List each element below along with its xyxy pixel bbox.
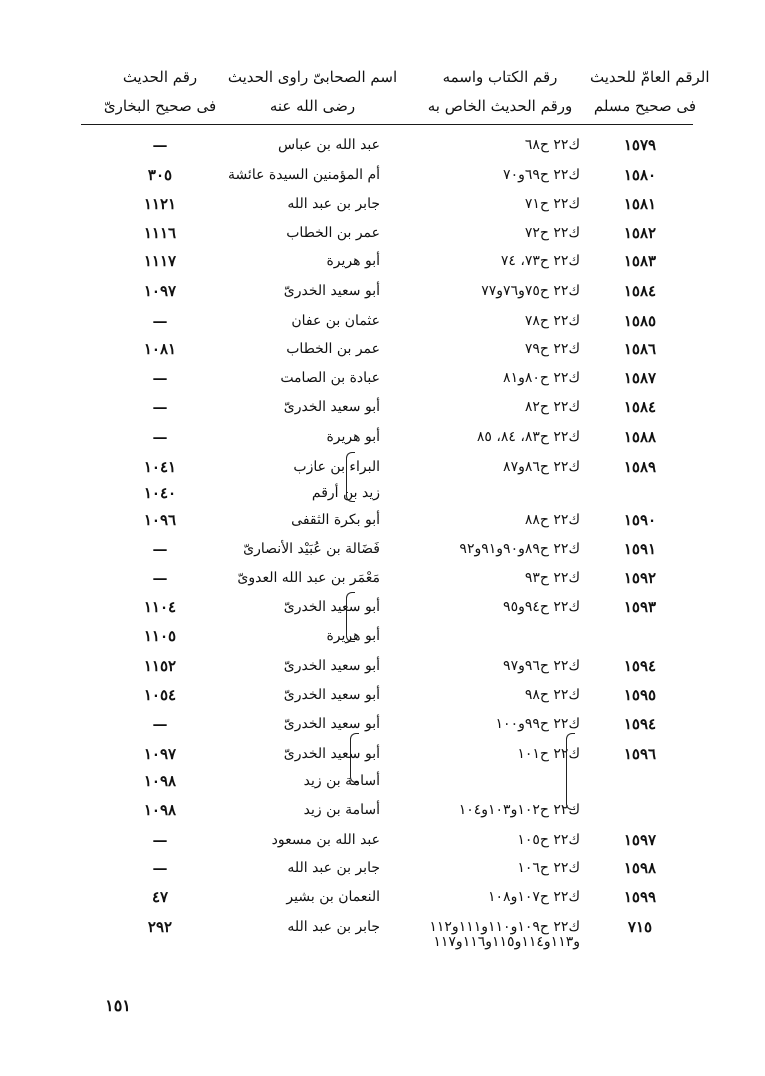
table-row: [0, 478, 765, 508]
table-row: [0, 392, 765, 422]
narrator-cell: أبو سعيد الخدرىّ: [283, 283, 380, 299]
general-number-cell: ١٥٩٢: [623, 569, 657, 587]
header-general-number-line1: الرقم العامّ للحديث: [590, 68, 710, 86]
table-row: [0, 766, 765, 796]
bukhari-number-cell: ١٠٩٨: [143, 772, 177, 790]
narrator-cell: أسامة بن زيد: [303, 773, 380, 789]
general-number-cell: ١٥٨٨: [623, 428, 657, 446]
narrator-cell: عبد الله بن عباس: [277, 137, 380, 153]
narrator-cell: أبو سعيد الخدرىّ: [283, 658, 380, 674]
table-row: [0, 795, 765, 825]
book-ref-cell: ك٢٢ ح١٠٥: [517, 832, 580, 848]
book-ref-cell: ك٢٢ ح٩٤و٩٥: [503, 599, 580, 615]
general-number-cell: ١٥٨٣: [623, 252, 657, 270]
narrator-cell: عمر بن الخطاب: [286, 341, 380, 357]
bukhari-number-cell: ١١٢١: [143, 195, 177, 213]
bukhari-number-cell: ١٠٨١: [143, 340, 177, 358]
book-ref-cell: ك٢٢ ح١٠٧و١٠٨: [488, 889, 580, 905]
bukhari-number-cell: ١١٠٤: [143, 598, 177, 616]
book-ref-cell: ك٢٢ ح٩٨: [524, 687, 580, 703]
header-bukhari: [95, 63, 225, 121]
header-narrator-line1: اسم الصحابىّ راوى الحديث: [227, 68, 398, 86]
book-ref-cell: ك٢٢ ح٧٣، ٧٤: [500, 253, 580, 269]
narrator-cell: أبو سعيد الخدرىّ: [283, 687, 380, 703]
table-row: [0, 334, 765, 364]
narrator-cell: أبو هريرة: [326, 628, 380, 644]
general-number-cell: ١٥٩٧: [623, 831, 657, 849]
bukhari-number-cell: —: [152, 398, 168, 416]
general-number-cell: ١٥٨٥: [623, 312, 657, 330]
general-number-cell: [600, 795, 680, 825]
general-number-cell: ١٥٧٩: [623, 136, 657, 154]
bukhari-number-cell: —: [152, 540, 168, 558]
narrator-cell: جابر بن عبد الله: [287, 196, 380, 212]
bukhari-number-cell: ٢٩٢: [147, 918, 173, 936]
bukhari-number-cell: —: [152, 369, 168, 387]
header-general-number-line2: فى صحيح مسلم: [593, 97, 697, 115]
book-ref-cell: ك٢٢ ح٦٩و٧٠: [503, 167, 580, 183]
general-number-cell: ١٥٨٧: [623, 369, 657, 387]
table-row: [0, 534, 765, 564]
narrator-cell: أبو سعيد الخدرىّ: [283, 716, 380, 732]
book-ref-cell: ك٢٢ ح٧٢: [524, 225, 580, 241]
narrator-cell: جابر بن عبد الله: [287, 860, 380, 876]
narrator-cell: عبادة بن الصامت: [280, 370, 380, 386]
narrator-cell: أبو سعيد الخدرىّ: [283, 599, 380, 615]
book-ref-cell: ك٢٢ ح١٠٩و١١٠و١١١و١١٢: [429, 919, 580, 935]
table-row: [0, 853, 765, 883]
general-number-cell: ١٥٨١: [623, 195, 657, 213]
narrator-cell: أبو هريرة: [326, 253, 380, 269]
general-number-cell: ١٥٨٠: [623, 166, 657, 184]
general-number-cell: ١٥٩٦: [623, 745, 657, 763]
header-book: [420, 63, 580, 121]
narrator-cell: أم المؤمنين السيدة عائشة: [227, 167, 380, 183]
bukhari-number-cell: ١٠٥٤: [143, 686, 177, 704]
book-ref-cell: ك٢٢ ح٨٠و٨١: [503, 370, 580, 386]
narrator-cell: أبو سعيد الخدرىّ: [283, 746, 380, 762]
table-row: [0, 592, 765, 622]
narrator-cell: عمر بن الخطاب: [286, 225, 380, 241]
narrator-cell: البراء بن عازب: [293, 459, 380, 475]
book-ref-cell: ك٢٢ ح٨٦و٨٧: [503, 459, 580, 475]
bukhari-number-cell: ١١٠٥: [143, 627, 177, 645]
general-number-cell: ٧١٥: [627, 918, 653, 936]
header-narrator-line2: رضى الله عنه: [269, 97, 356, 115]
book-continuation-line: و١١٣و١١٤و١١٥و١١٦و١١٧: [433, 934, 580, 950]
narrator-cell: أبو سعيد الخدرىّ: [283, 399, 380, 415]
general-number-cell: ١٥٩٤: [623, 657, 657, 675]
book-ref-cell: ك٢٢ ح١٠٢و١٠٣و١٠٤: [458, 802, 580, 818]
narrator-cell: جابر بن عبد الله: [287, 919, 380, 935]
general-number-cell: ١٥٩١: [623, 540, 657, 558]
page-number: ١٥١: [105, 996, 131, 1015]
bukhari-number-cell: ١٠٩٨: [143, 801, 177, 819]
table-row: [0, 680, 765, 710]
header-general-number: [590, 63, 710, 121]
general-number-cell: ١٥٩٤: [623, 715, 657, 733]
book-ref-cell: ك٢٢ ح٩٩و١٠٠: [495, 716, 580, 732]
book-ref-cell: ك٢٢ ح٨٢: [524, 399, 580, 415]
general-number-cell: ١٥٨٢: [623, 224, 657, 242]
book-group-brace: [566, 733, 575, 810]
table-row: [0, 825, 765, 855]
book-ref-cell: ك٢٢ ح٧٩: [524, 341, 580, 357]
bukhari-number-cell: ١٠٩٧: [143, 745, 177, 763]
bukhari-number-cell: ١٠٩٧: [143, 282, 177, 300]
bukhari-number-cell: —: [152, 136, 168, 154]
bukhari-number-cell: ١١١٦: [143, 224, 177, 242]
bukhari-number-cell: —: [152, 569, 168, 587]
narrator-cell: عبد الله بن مسعود: [271, 832, 380, 848]
table-row: [0, 563, 765, 593]
book-ref-cell: ك٢٢ ح١٠١: [517, 746, 580, 762]
bukhari-number-cell: —: [152, 428, 168, 446]
narrator-cell: مَعْمَر بن عبد الله العدوىّ: [237, 570, 380, 586]
general-number-cell: [600, 621, 680, 651]
bukhari-number-cell: ٣٠٥: [147, 166, 173, 184]
table-row: [0, 739, 765, 769]
general-number-cell: ١٥٨٦: [623, 340, 657, 358]
book-ref-cell: ك٢٢ ح١٠٦: [517, 860, 580, 876]
table-row: [0, 130, 765, 160]
book-ref-cell: ك٢٢ ح٩٦و٩٧: [503, 658, 580, 674]
header-book-line2: ورقم الحديث الخاص به: [427, 97, 573, 115]
narrator-group-brace: [350, 733, 359, 783]
book-ref-cell: [380, 478, 580, 508]
header-bukhari-line1: رقم الحديث: [122, 68, 198, 86]
table-row: [0, 189, 765, 219]
narrator-group-brace: [346, 452, 355, 502]
narrator-cell: أسامة بن زيد: [303, 802, 380, 818]
book-ref-cell: ك٢٢ ح٨٩و٩٠و٩١و٩٢: [459, 541, 580, 557]
book-ref-cell: [380, 766, 580, 796]
narrator-group-brace: [346, 592, 355, 642]
bukhari-number-cell: —: [152, 859, 168, 877]
general-number-cell: ١٥٨٤: [623, 282, 657, 300]
narrator-cell: أبو بكرة الثقفى: [291, 512, 380, 528]
book-ref-cell: ك٢٢ ح٨٨: [524, 512, 580, 528]
book-ref-cell: ك٢٢ ح٨٣، ٨٤، ٨٥: [476, 429, 580, 445]
book-ref-cell: ك٢٢ ح٧١: [524, 196, 580, 212]
narrator-cell: أبو هريرة: [326, 429, 380, 445]
table-row: [0, 306, 765, 336]
book-ref-cell: ك٢٢ ح٩٣: [524, 570, 580, 586]
table-row: [0, 422, 765, 452]
narrator-cell: عثمان بن عفان: [291, 313, 380, 329]
bukhari-number-cell: ١٠٤١: [143, 458, 177, 476]
bukhari-number-cell: —: [152, 312, 168, 330]
table-row: [0, 218, 765, 248]
book-ref-cell: ك٢٢ ح٧٨: [524, 313, 580, 329]
general-number-cell: ١٥٩٥: [623, 686, 657, 704]
bukhari-number-cell: ١١١٧: [143, 252, 177, 270]
bukhari-number-cell: ١١٥٢: [143, 657, 177, 675]
narrator-cell: زيد بن أرقم: [311, 485, 380, 501]
table-row: [0, 651, 765, 681]
table-row: [0, 363, 765, 393]
narrator-cell: النعمان بن بشير: [286, 889, 380, 905]
book-ref-cell: ك٢٢ ح٦٨: [524, 137, 580, 153]
bukhari-number-cell: ٤٧: [151, 888, 169, 906]
table-row: [0, 276, 765, 306]
general-number-cell: [600, 766, 680, 796]
general-number-cell: ١٥٨٩: [623, 458, 657, 476]
narrator-cell: فَضَالة بن عُبَيْد الأنصارىّ: [243, 541, 380, 557]
table-row: [0, 882, 765, 912]
header-divider: [81, 124, 693, 125]
bukhari-number-cell: ١٠٤٠: [143, 484, 177, 502]
bukhari-number-cell: ١٠٩٦: [143, 511, 177, 529]
table-row: [0, 505, 765, 535]
table-row: [0, 246, 765, 276]
general-number-cell: ١٥٩٠: [623, 511, 657, 529]
header-bukhari-line2: فى صحيح البخارىّ: [103, 97, 217, 115]
general-number-cell: [600, 478, 680, 508]
table-row: [0, 709, 765, 739]
table-row: [0, 160, 765, 190]
bukhari-number-cell: —: [152, 715, 168, 733]
general-number-cell: ١٥٩٣: [623, 598, 657, 616]
general-number-cell: ١٥٩٩: [623, 888, 657, 906]
book-ref-cell: ك٢٢ ح٧٥و٧٦و٧٧: [481, 283, 580, 299]
general-number-cell: ١٥٨٤: [623, 398, 657, 416]
table-row: [0, 621, 765, 651]
general-number-cell: ١٥٩٨: [623, 859, 657, 877]
book-ref-cell: [380, 621, 580, 651]
bukhari-number-cell: —: [152, 831, 168, 849]
header-narrator: [225, 63, 400, 121]
header-book-line1: رقم الكتاب واسمه: [442, 68, 558, 86]
